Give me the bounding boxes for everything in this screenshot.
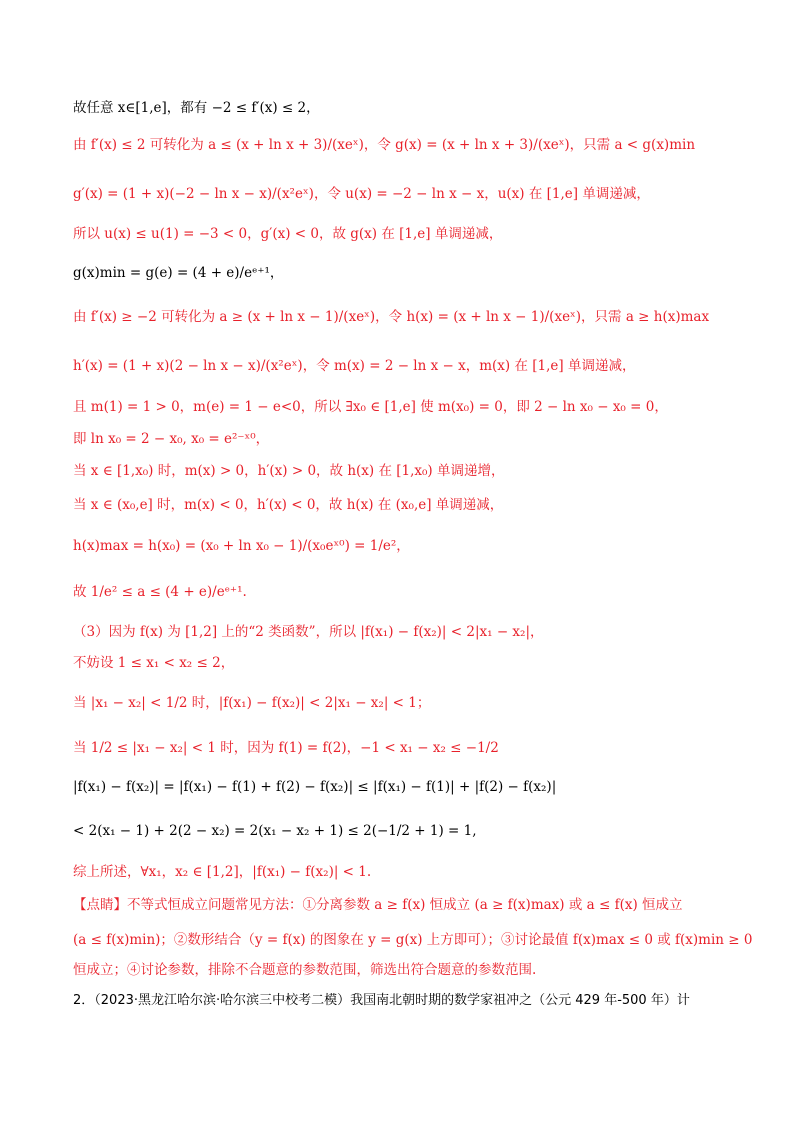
note-line: 恒成立；④讨论参数，排除不合题意的参数范围，筛选出符合题意的参数范围. (73, 962, 537, 978)
text-line: 故 1/e² ≤ a ≤ (4 + e)/eᵉ⁺¹. (73, 584, 247, 600)
text-line: g′(x) = (1 + x)(−2 − ln x − x)/(x²eˣ)，令 u(x) = −2 − ln x − x，u(x) 在 [1,e] 单调递减， (73, 186, 650, 202)
text-line: 当 x ∈ [1,x₀) 时，m(x) > 0，h′(x) > 0，故 h(x) 在 [1,x₀) 单调递增， (73, 463, 505, 479)
text-line: h(x)max = h(x₀) = (x₀ + ln x₀ − 1)/(x₀eˣ⁰) = 1/e²， (73, 538, 410, 554)
text-line: （3）因为 f(x) 为 [1,2] 上的“2 类函数”，所以 |f(x₁) − f(x₂)| < 2|x₁ − x₂|， (73, 624, 544, 640)
text-line: < 2(x₁ − 1) + 2(2 − x₂) = 2(x₁ − x₂ + 1) ≤ 2(−1/2 + 1) = 1, (73, 823, 477, 839)
text-line: 故任意 x∈[1,e]，都有 −2 ≤ f′(x) ≤ 2， (73, 100, 320, 116)
note-line: 【点睛】不等式恒成立问题常见方法：①分离参数 a ≥ f(x) 恒成立 (a ≥ f(x)max) 或 a ≤ f(x) 恒成立 (73, 897, 683, 913)
text-line: 不妨设 1 ≤ x₁ < x₂ ≤ 2， (73, 655, 235, 671)
text-line: 所以 u(x) ≤ u(1) = −3 < 0，g′(x) < 0，故 g(x) 在 [1,e] 单调递减， (73, 226, 503, 242)
text-line: g(x)min = g(e) = (4 + e)/eᵉ⁺¹， (73, 265, 284, 281)
text-line: h′(x) = (1 + x)(2 − ln x − x)/(x²eˣ)，令 m(x) = 2 − ln x − x，m(x) 在 [1,e] 单调递减， (73, 358, 636, 374)
text-line: 由 f′(x) ≤ 2 可转化为 a ≤ (x + ln x + 3)/(xeˣ)，令 g(x) = (x + ln x + 3)/(xeˣ)，只需 a < g(x)min (73, 137, 696, 153)
text-line: 当 |x₁ − x₂| < 1/2 时，|f(x₁) − f(x₂)| < 2|x₁ − x₂| < 1； (73, 695, 431, 711)
text-line: 综上所述，∀x₁，x₂ ∈ [1,2]，|f(x₁) − f(x₂)| < 1. (73, 864, 372, 880)
note-line: (a ≤ f(x)min)；②数形结合（y = f(x) 的图象在 y = g(x) 上方即可）；③讨论最值 f(x)max ≤ 0 或 f(x)min ≥ 0 (73, 932, 753, 948)
text-line: 即 ln x₀ = 2 − x₀, x₀ = e²⁻ˣ⁰， (73, 431, 270, 447)
text-line: 由 f′(x) ≥ −2 可转化为 a ≥ (x + ln x − 1)/(xeˣ)，令 h(x) = (x + ln x − 1)/(xeˣ)，只需 a ≥ h(x)max (73, 309, 710, 325)
text-line: 当 x ∈ (x₀,e] 时，m(x) < 0，h′(x) < 0，故 h(x) 在 (x₀,e] 单调递减， (73, 497, 504, 513)
question-line: 2．（2023·黑龙江哈尔滨·哈尔滨三中校考二模）我国南北朝时期的数学家祖冲之（公元 429 年-500 年）计 (73, 993, 690, 1008)
text-line: |f(x₁) − f(x₂)| = |f(x₁) − f(1) + f(2) − f(x₂)| ≤ |f(x₁) − f(1)| + |f(2) − f(x₂)| (73, 779, 557, 795)
text-line: 且 m(1) = 1 > 0，m(e) = 1 − e<0，所以 ∃x₀ ∈ [1,e] 使 m(x₀) = 0，即 2 − ln x₀ − x₀ = 0， (73, 399, 668, 415)
text-line: 当 1/2 ≤ |x₁ − x₂| < 1 时，因为 f(1) = f(2)，−1 < x₁ − x₂ ≤ −1/2 (73, 740, 499, 756)
